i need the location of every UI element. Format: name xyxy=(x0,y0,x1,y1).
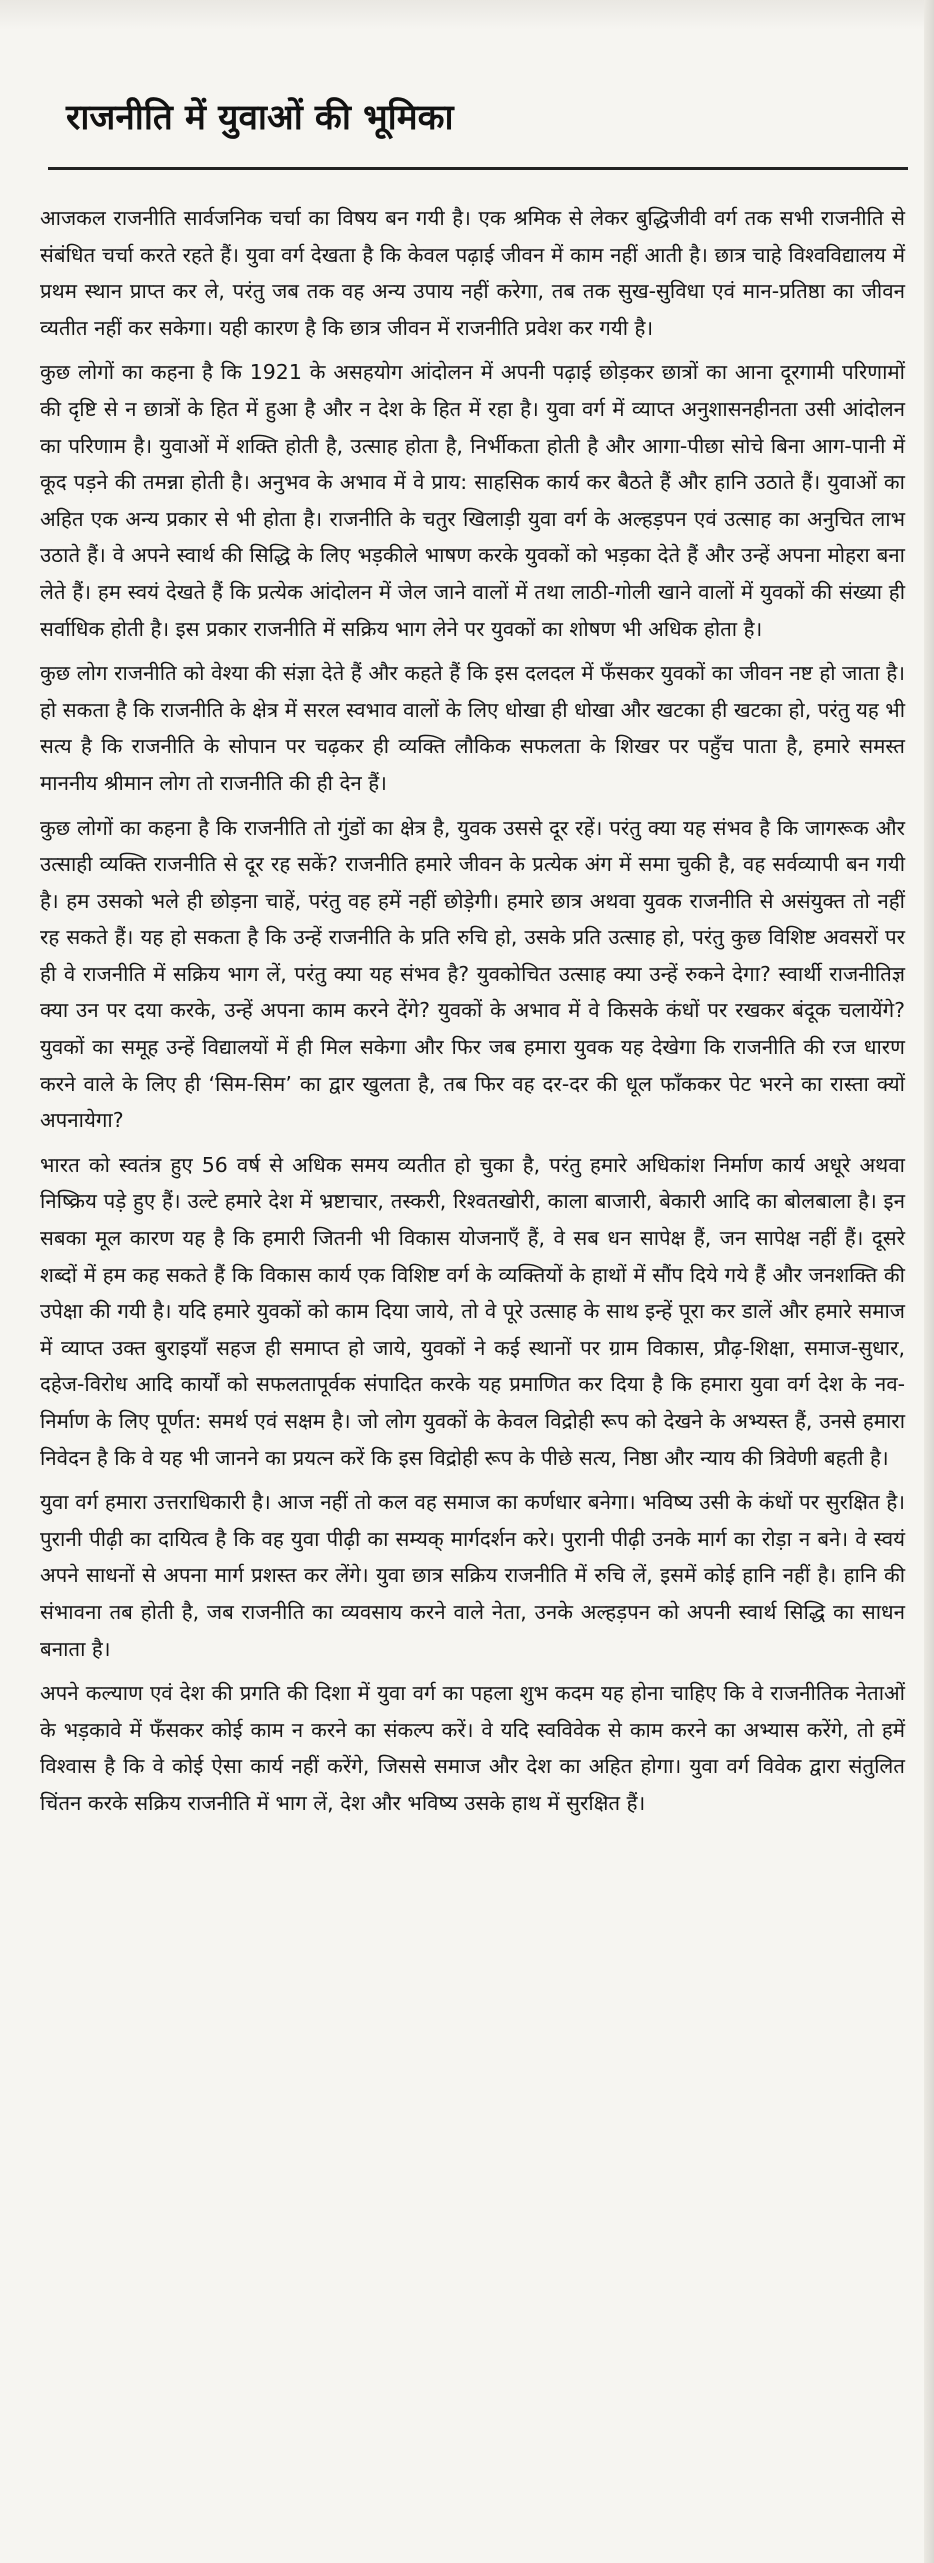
title-divider xyxy=(48,167,908,170)
article-body xyxy=(40,200,905,1830)
paragraph-5: भारत को स्वतंत्र हुए 56 वर्ष से अधिक समय व्यतीत हो चुका है, परंतु हमारे अधिकांश निर्माण कार्य अधूरे अथवा निष्क्रिय पड़े हुए हैं। उल्टे हमारे देश में भ्रष्टाचार, तस्करी, रिश्वतखोरी, काला बाजारी, बेकारी आदि का बोलबाला है। इन सबका मूल कारण यह है कि हमारी जितनी भी विकास योजनाएँ हैं, वे सब धन सापेक्ष हैं, जन सापेक्ष नहीं हैं। दूसरे शब्दों में हम कह सकते हैं कि विकास कार्य एक विशिष्ट वर्ग के व्यक्तियों के हाथों में सौंप दिये गये हैं और जनशक्ति की उपेक्षा की गयी है। यदि हमारे युवकों को काम दिया जाये, तो वे पूरे उत्साह के साथ इन्हें पूरा कर डालें और हमारे समाज में व्याप्त उक्त बुराइयाँ सहज ही समाप्त हो जाये, युवकों ने कई स्थानों पर ग्राम विकास, प्रौढ़-शिक्षा, समाज-सुधार, दहेज-विरोध आदि कार्यों को सफलतापूर्वक संपादित करके यह प्रमाणित कर दिया है कि हमारा युवा वर्ग देश के नव-निर्माण के लिए पूर्णत: समर्थ एवं सक्षम है। जो लोग युवकों के केवल विद्रोही रूप को देखने के अभ्यस्त हैं, उनसे हमारा निवेदन है कि वे यह भी जानने का प्रयत्न करें कि इस विद्रोही रूप के पीछे सत्य, निष्ठा और न्याय की त्रिवेणी बहती है। xyxy=(40,1152,905,1470)
page-edge-shadow xyxy=(924,0,934,2563)
paragraph-3: कुछ लोग राजनीति को वेश्या की संज्ञा देते हैं और कहते हैं कि इस दलदल में फँसकर युवकों का जीवन नष्ट हो जाता है। हो सकता है कि राजनीति के क्षेत्र में सरल स्वभाव वालों के लिए धोखा ही धोखा और खटका ही खटका हो, परंतु यह भी सत्य है कि राजनीति के सोपान पर चढ़कर ही व्यक्ति लौकिक सफलता के शिखर पर पहुँच पाता है, हमारे समस्त माननीय श्रीमान लोग तो राजनीति की ही देन हैं। xyxy=(40,661,906,795)
article-title: राजनीति में युवाओं की भूमिका xyxy=(66,98,454,138)
paragraph-6: युवा वर्ग हमारा उत्तराधिकारी है। आज नहीं तो कल वह समाज का कर्णधार बनेगा। भविष्य उसी के कंधों पर सुरक्षित है। पुरानी पीढ़ी का दायित्व है कि वह युवा पीढ़ी का सम्यक् मार्गदर्शन करे। पुरानी पीढ़ी उनके मार्ग का रोड़ा न बने। वे स्वयं अपने साधनों से अपना मार्ग प्रशस्त कर लेंगे। युवा छात्र सक्रिय राजनीति में रुचि लें, इसमें कोई हानि नहीं है। हानि की संभावना तब होती है, जब राजनीति का व्यवसाय करने वाले नेता, उनके अल्हड़पन को अपनी स्वार्थ सिद्धि का साधन बनाता है। xyxy=(40,1490,905,1661)
page-top-shadow xyxy=(0,0,934,30)
paragraph-2: कुछ लोगों का कहना है कि 1921 के असहयोग आंदोलन में अपनी पढ़ाई छोड़कर छात्रों का आना दूरगामी परिणामों की दृष्टि से न छात्रों के हित में हुआ है और न देश के हित में रहा है। युवा वर्ग में व्याप्त अनुशासनहीनता उसी आंदोलन का परिणाम है। युवाओं में शक्ति होती है, उत्साह होता है, निर्भीकता होती है और आगा-पीछा सोचे बिना आग-पानी में कूद पड़ने की तमन्ना होती है। अनुभव के अभाव में वे प्राय: साहसिक कार्य कर बैठते हैं और हानि उठाते हैं। युवाओं का अहित एक अन्य प्रकार से भी होता है। राजनीति के चतुर खिलाड़ी युवा वर्ग के अल्हड़पन एवं उत्साह का अनुचित लाभ उठाते हैं। वे अपने स्वार्थ की सिद्धि के लिए भड़कीले भाषण करके युवकों को भड़का देते हैं और उन्हें अपना मोहरा बना लेते हैं। हम स्वयं देखते हैं कि प्रत्येक आंदोलन में जेल जाने वालों में तथा लाठी-गोली खाने वालों में युवकों की संख्या ही सर्वाधिक होती है। इस प्रकार राजनीति में सक्रिय भाग लेने पर युवकों का शोषण भी अधिक होता है। xyxy=(40,360,905,641)
paragraph-1: आजकल राजनीति सार्वजनिक चर्चा का विषय बन गयी है। एक श्रमिक से लेकर बुद्धिजीवी वर्ग तक सभी राजनीति से संबंधित चर्चा करते रहते हैं। युवा वर्ग देखता है कि केवल पढ़ाई जीवन में काम नहीं आती है। छात्र चाहे विश्वविद्यालय में प्रथम स्थान प्राप्त कर ले, परंतु जब तक वह अन्य उपाय नहीं करेगा, तब तक सुख-सुविधा एवं मान-प्रतिष्ठा का जीवन व्यतीत नहीं कर सकेगा। यही कारण है कि छात्र जीवन में राजनीति प्रवेश कर गयी है। xyxy=(40,206,905,340)
paragraph-4: कुछ लोगों का कहना है कि राजनीति तो गुंडों का क्षेत्र है, युवक उससे दूर रहें। परंतु क्या यह संभव है कि जागरूक और उत्साही व्यक्ति राजनीति से दूर रह सकें? राजनीति हमारे जीवन के प्रत्येक अंग में समा चुकी है, वह सर्वव्यापी बन गयी है। हम उसको भले ही छोड़ना चाहें, परंतु वह हमें नहीं छोड़ेगी। हमारे छात्र अथवा युवक राजनीति से असंयुक्त तो नहीं रह सकते हैं। यह हो सकता है कि उन्हें राजनीति के प्रति रुचि हो, उसके प्रति उत्साह हो, परंतु कुछ विशिष्ट अवसरों पर ही वे राजनीति में सक्रिय भाग लें, परंतु क्या यह संभव है? युवकोचित उत्साह क्या उन्हें रुकने देगा? स्वार्थी राजनीतिज्ञ क्या उन पर दया करके, उन्हें अपना काम करने देंगे? युवकों के अभाव में वे किसके कंधों पर रखकर बंदूक चलायेंगे? युवकों का समूह उन्हें विद्यालयों में ही मिल सकेगा और फिर जब हमारा युवक यह देखेगा कि राजनीति की रज धारण करने वाले के लिए ही ‘सिम-सिम’ का द्वार खुलता है, तब फिर वह दर-दर की धूल फाँककर पेट भरने का रास्ता क्यों अपनायेगा? xyxy=(40,815,905,1133)
paragraph-7: अपने कल्याण एवं देश की प्रगति की दिशा में युवा वर्ग का पहला शुभ कदम यह होना चाहिए कि वे राजनीतिक नेताओं के भड़कावे में फँसकर कोई काम न करने का संकल्प करें। वे यदि स्वविवेक से काम करने का अभ्यास करेंगे, तो हमें विश्वास है कि वे कोई ऐसा कार्य नहीं करेंगे, जिससे समाज और देश का अहित होगा। युवा वर्ग विवेक द्वारा संतुलित चिंतन करके सक्रिय राजनीति में भाग लें, देश और भविष्य उसके हाथ में सुरक्षित हैं। xyxy=(40,1681,905,1815)
